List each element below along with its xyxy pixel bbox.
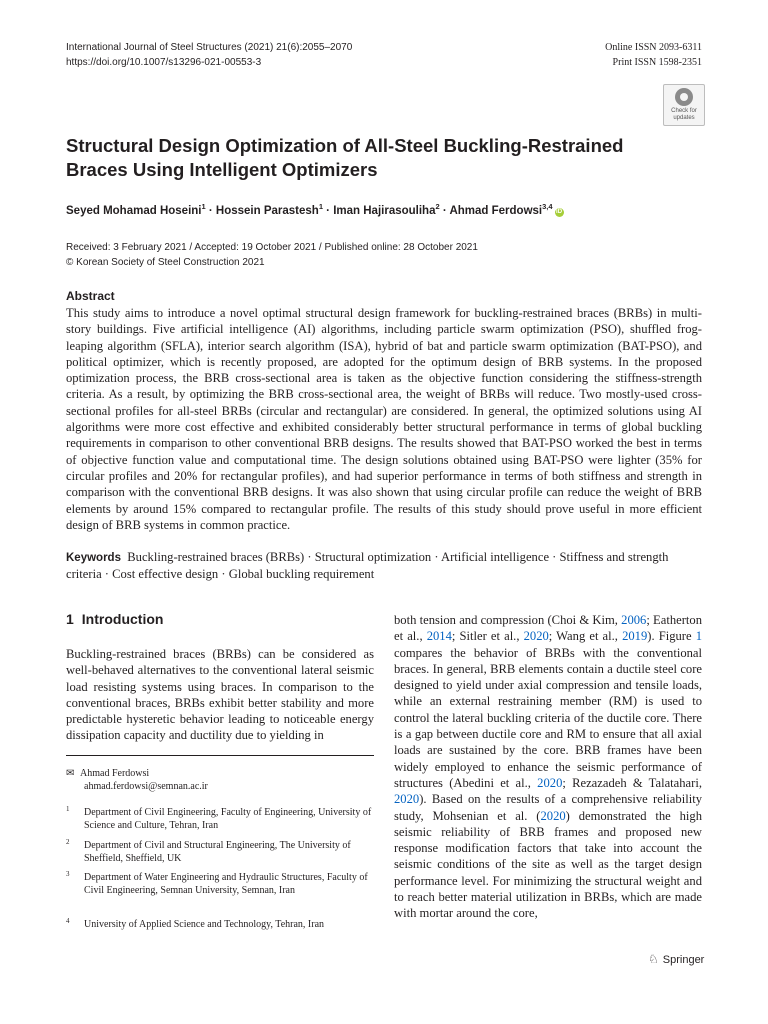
affiliation-number: 1: [66, 805, 70, 813]
publication-dates: [66, 240, 478, 270]
author-list: Seyed Mohamad Hoseini$^1$ · Hossein Parastesh$^1$ · Iman Hajirasouliha$^2$ · Ahmad Ferdowsi$^{3,4}$iD: [66, 202, 563, 217]
citation-link[interactable]: 2020: [523, 629, 549, 644]
author-affiliation-mark: 1: [318, 202, 323, 211]
intro-right-column: [394, 612, 702, 922]
abstract-heading: Abstract: [66, 289, 115, 303]
body-text: ; Wang et al.,: [548, 629, 623, 644]
issn-block: [605, 40, 702, 70]
received-accepted-line: Received: 3 February 2021 / Accepted: 19 October 2021 / Published online: 28 October 2021: [66, 242, 478, 253]
check-for-updates-badge[interactable]: [663, 84, 705, 126]
author-affiliation-mark: 3,4: [542, 202, 553, 211]
publisher-name: Springer: [662, 954, 705, 966]
author-name[interactable]: Ahmad Ferdowsi: [449, 204, 543, 217]
section-title: Introduction: [81, 611, 164, 627]
body-text: ; Rezazadeh & Talatahari,: [562, 775, 702, 790]
corresponding-email[interactable]: ahmad.ferdowsi@semnan.ac.ir: [84, 781, 208, 792]
affiliation-number: 3: [66, 870, 70, 878]
author-name[interactable]: Seyed Mohamad Hoseini: [66, 204, 202, 217]
abstract-text: This study aims to introduce a novel optimal structural design framework for buckling-restrained braces (BRBs) in multi-story buildings. Five artificial intelligence (AI) algorithms, including particle swarm optimization (PSO), shuffled frog-leaping algorithm (SFLA), interior search algorithm (ISA), hybrid of bat and particle swarm optimization (BAT-PSO), and political optimizer, which is recently proposed, are adopted for the optimum design of BRB systems. In the proposed optimization process, the BRB cross-sectional area is taken as the objective function considering the stiffness-strength criteria. As a result, by optimizing the BRB cross-sectional area, the weight of BRBs will reduce. Two mostly-used cross-sectional profiles for all-steel BRBs (circular and rectangular) are considered. In general, the optimized solutions using AI algorithms were more cost effective and exhibited considerably better structural performance in terms of global buckling requirements in comparison to other conventional BRB designs. The results showed that BAT-PSO worked the best in terms of objective function value and computational time. The design solutions obtained using BAT-PSO were lighter (35% for circular profiles and 20% for rectangular profiles), and had superior performance in terms of both stiffness and strength in comparison with the conventional BRB designs. It was also shown that using circular profile can reduce the weight of BRB elements by around 15% compared to rectangular profile. The results of this study should prove useful in more efficient design of BRB systems in common practice.: [66, 306, 702, 532]
envelope-icon: ✉: [66, 768, 75, 779]
affiliation-text: University of Applied Science and Technology, Tehran, Iran: [84, 919, 325, 930]
keywords-label: Keywords: [66, 552, 121, 564]
citation-link[interactable]: 2014: [426, 629, 452, 644]
body-text: ; Sitler et al.,: [451, 629, 524, 644]
keywords: [66, 549, 702, 583]
intro-left-column: Buckling-restrained braces (BRBs) can be considered as well-behaved alternatives to the conventional lateral seismic load resisting systems using braces. In comparison to the conventional braces, BRBs exhibit better stability and more predictable hysteretic behavior leading to noticeable energy dissipation capacity and ductility due to yielding in: [66, 647, 374, 743]
publisher-logo: [648, 952, 704, 966]
affiliation-item: [66, 871, 374, 913]
affiliation-item: [66, 918, 374, 934]
body-text: ). Based on the results of a comprehensive reliability study, Mohsenian et al. (: [394, 792, 702, 823]
check-updates-icon: [675, 88, 693, 106]
affiliation-text: Department of Civil and Structural Engineering, The University of Sheffield, Sheffield, UK: [84, 840, 351, 864]
body-text: ) demonstrated the high seismic reliability of BRB frames and proposed new response modification factors that take into account the seismic conditions of the site as well as the target design performance level. For minimizing the structural weight and to reach better material utilization in BRBs, which are made with mortar around the core,: [394, 808, 702, 921]
doi-link[interactable]: https://doi.org/10.1007/s13296-021-00553-3: [66, 57, 262, 68]
affiliation-item: [66, 806, 374, 836]
footnote-divider: [66, 755, 374, 756]
correspondence-block: [66, 767, 208, 793]
journal-header: [66, 40, 352, 70]
section-number: 1: [66, 611, 74, 627]
affiliation-text: Department of Water Engineering and Hydraulic Structures, Faculty of Civil Engineering, Semnan University, Semnan, Iran: [84, 872, 368, 896]
body-text: compares the behavior of BRBs with the conventional braces. In general, BRB elements contain a ductile steel core designed to yield under axial compression and tensile loads, while an external restraining member (RM) is used to control the lateral buckling criteria of the ductile core. There is a gap between ductile core and RM to ensure that all axial loads are sustained by the core. BRB frames have been widely employed to enhance the seismic performance of structures (Abedini et al.,: [394, 645, 702, 790]
section-heading: [66, 611, 163, 627]
affiliation-number: 4: [66, 917, 70, 925]
copyright-line: © Korean Society of Steel Construction 2021: [66, 257, 265, 268]
affiliation-text: Department of Civil Engineering, Faculty of Engineering, University of Science and Culture, Tehran, Iran: [84, 807, 372, 831]
citation-link[interactable]: 2020: [394, 792, 420, 807]
author-affiliation-mark: 2: [435, 202, 440, 211]
corresponding-author: Ahmad Ferdowsi: [80, 768, 150, 779]
citation-link[interactable]: 1: [695, 629, 702, 644]
citation-link[interactable]: 2020: [540, 808, 566, 823]
affiliation-number: 2: [66, 838, 70, 846]
print-issn: Print ISSN 1598-2351: [612, 57, 702, 68]
citation-link[interactable]: 2020: [537, 775, 563, 790]
citation-link[interactable]: 2006: [621, 613, 647, 627]
keywords-text: Buckling-restrained braces (BRBs) · Structural optimization · Artificial intelligence · Stiffness and strength criteria · Cost effective design · Global buckling requirement: [66, 550, 669, 582]
citation-link[interactable]: 2019: [622, 629, 648, 644]
author-name[interactable]: Hossein Parastesh: [215, 204, 319, 217]
online-issn: Online ISSN 2093-6311: [605, 42, 702, 53]
journal-citation: International Journal of Steel Structures (2021) 21(6):2055–2070: [66, 42, 353, 53]
body-text: both tension and compression (Choi & Kim,: [394, 613, 622, 627]
paper-title: Structural Design Optimization of All-Steel Buckling-Restrained Braces Using Intelligent Optimizers: [66, 135, 624, 180]
springer-horse-icon: ♘: [648, 952, 659, 966]
affiliation-item: [66, 839, 374, 869]
author-name[interactable]: Iman Hajirasouliha: [333, 204, 436, 217]
body-text: ; Eatherton et al.,: [394, 613, 702, 644]
check-updates-label: Check for updates: [671, 108, 697, 121]
body-text: ). Figure: [647, 629, 696, 644]
author-affiliation-mark: 1: [201, 202, 206, 211]
orcid-icon[interactable]: iD: [556, 208, 563, 215]
